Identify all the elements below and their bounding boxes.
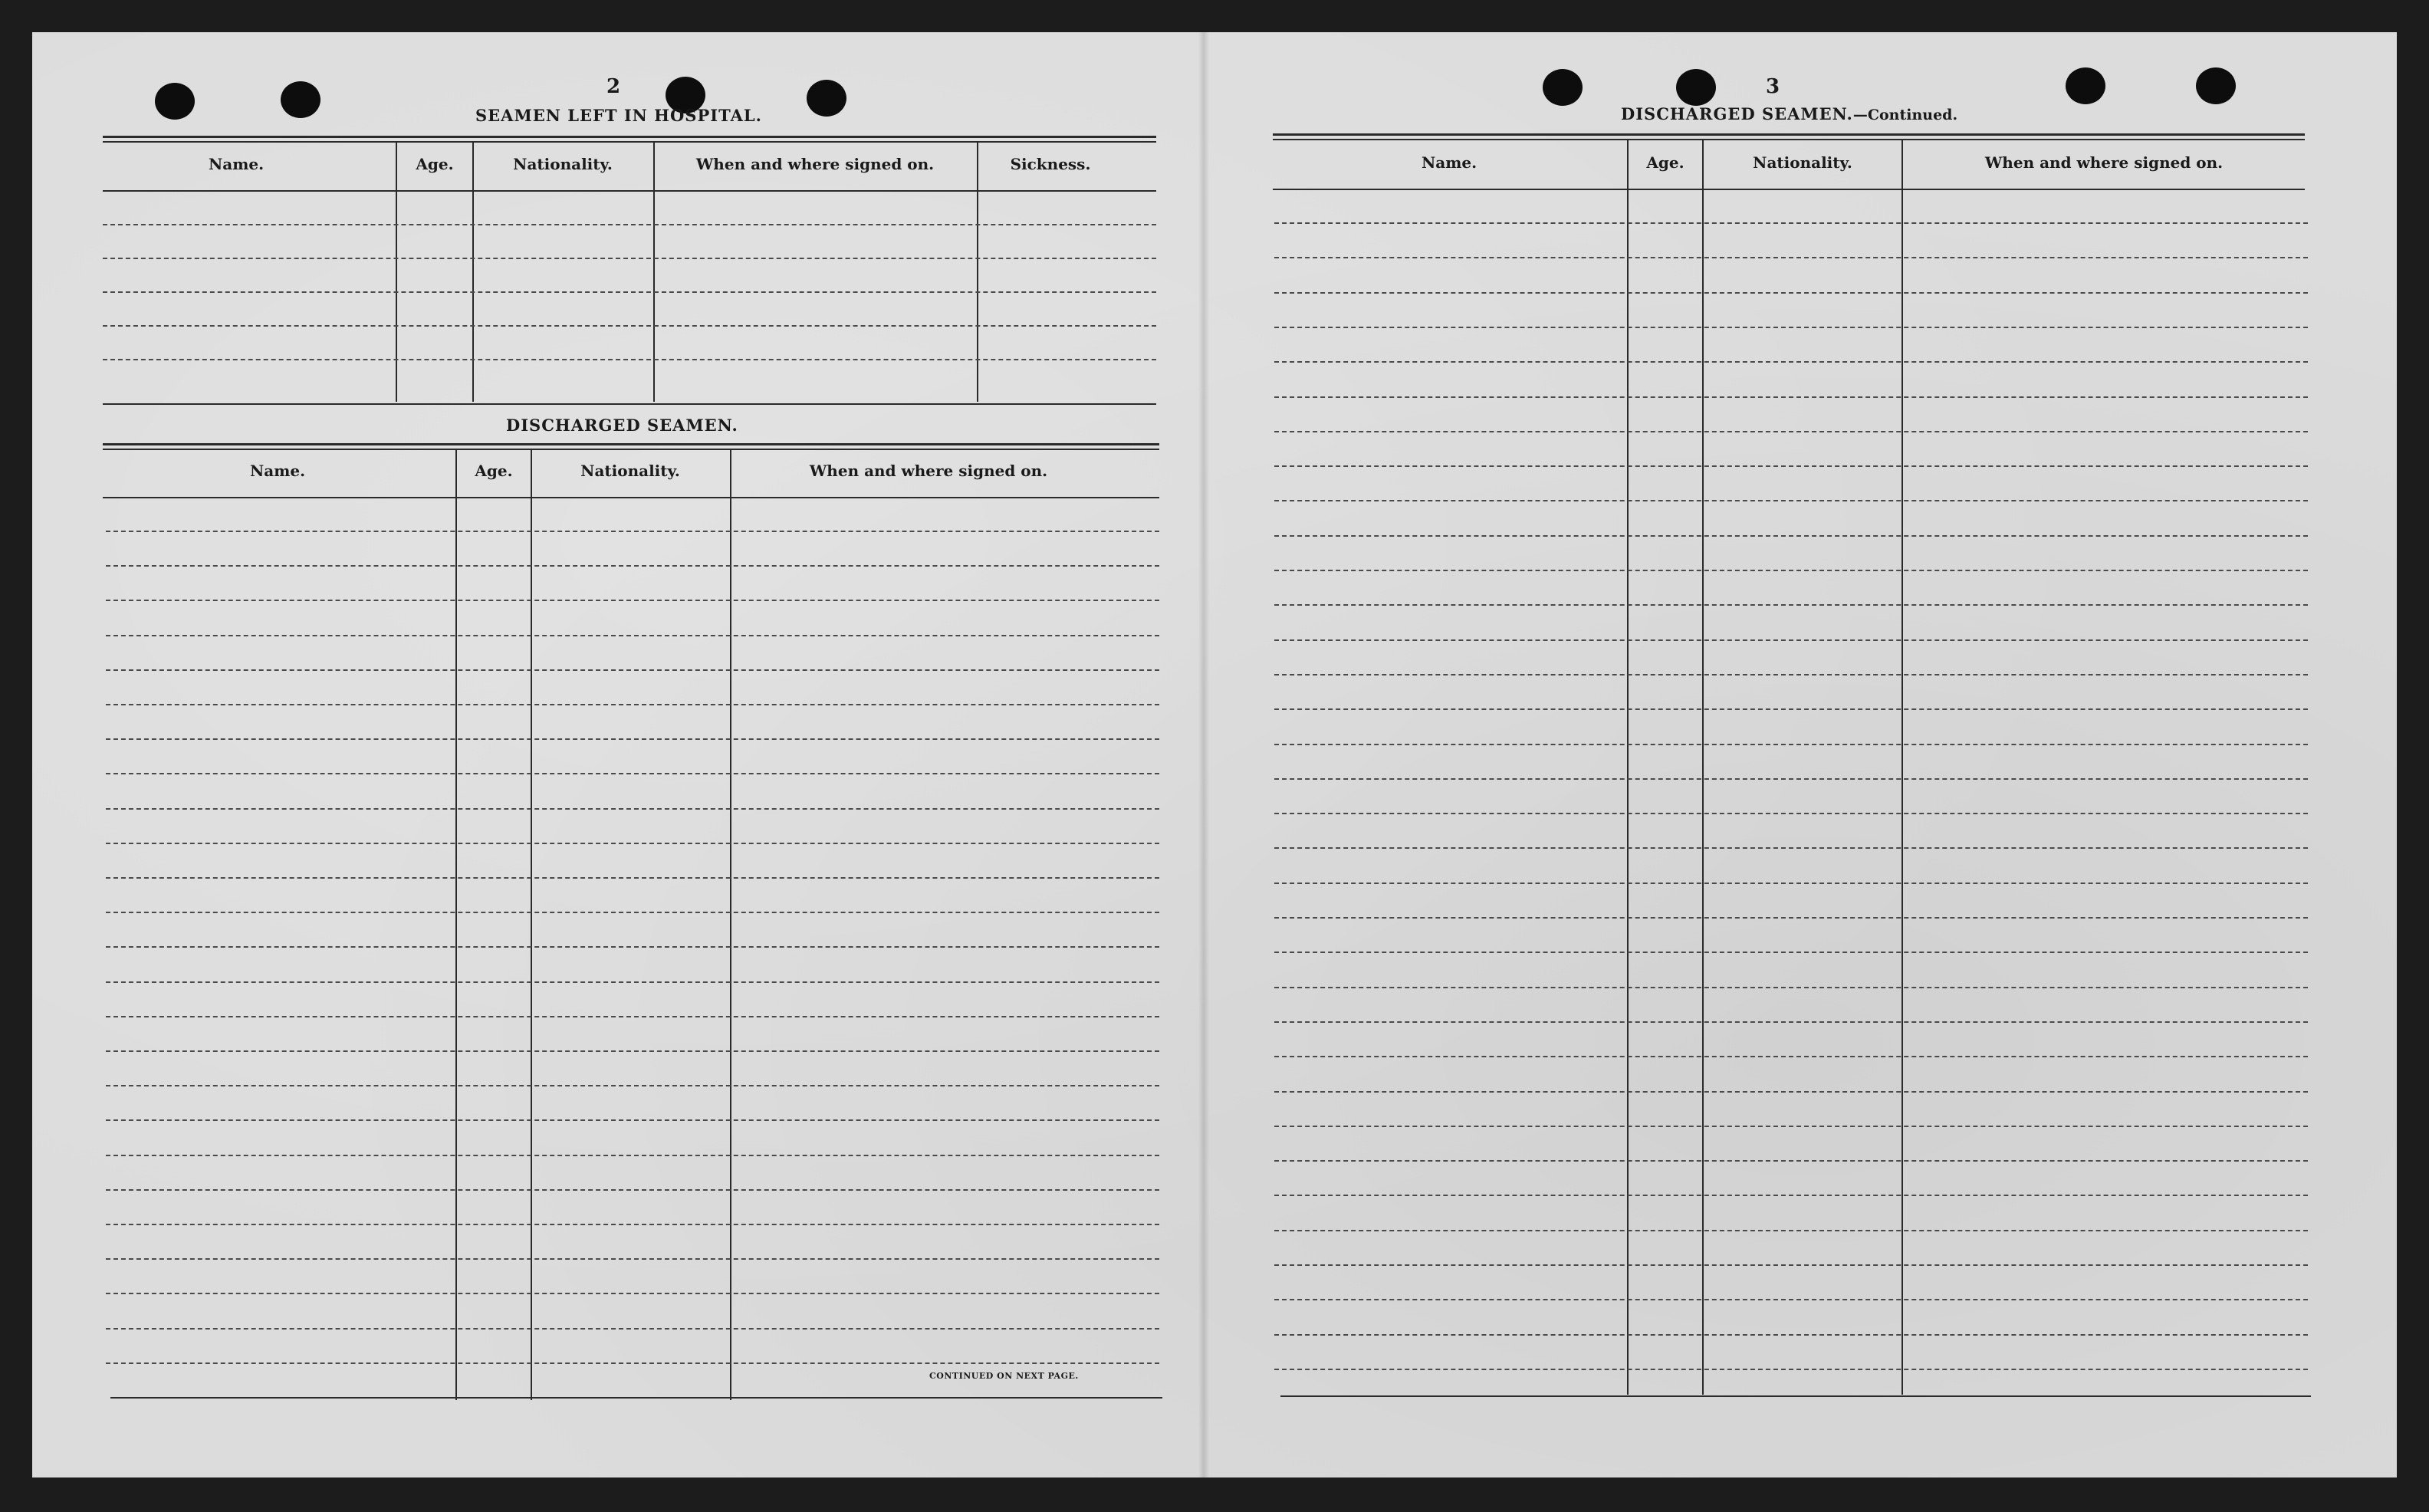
ruled-line xyxy=(106,877,1159,879)
right-title-main: DISCHARGED SEAMEN. xyxy=(1621,104,1853,123)
ruled-line xyxy=(103,224,1156,225)
right-col-name: Name. xyxy=(1421,153,1477,172)
ruled-line xyxy=(106,1085,1159,1086)
page-number-right: 3 xyxy=(1765,75,1780,98)
ruled-line xyxy=(1274,778,2308,780)
hospital-col-divider xyxy=(396,143,397,402)
hospital-bottom-rule xyxy=(103,403,1156,405)
ruled-line xyxy=(1274,708,2308,710)
ruled-line xyxy=(1274,1264,2308,1266)
ruled-line xyxy=(106,946,1159,948)
ruled-line xyxy=(106,1016,1159,1017)
ruled-line xyxy=(106,531,1159,532)
ruled-line xyxy=(106,1293,1159,1294)
ruled-line xyxy=(1274,1299,2308,1300)
punch-hole xyxy=(1543,69,1583,106)
page-fold xyxy=(1198,32,1209,1477)
ruled-line xyxy=(103,359,1156,360)
right-col-divider xyxy=(1901,140,1903,1395)
hospital-col-name: Name. xyxy=(208,155,265,173)
discharged-col-signed-on: When and where signed on. xyxy=(809,462,1048,480)
ruled-line xyxy=(103,291,1156,293)
ruled-line xyxy=(1274,847,2308,849)
ruled-line xyxy=(106,1224,1159,1225)
ruled-line xyxy=(106,843,1159,844)
right-top-rule xyxy=(1273,133,2305,136)
ruled-line xyxy=(1274,744,2308,745)
discharged-top-rule-2 xyxy=(103,449,1159,450)
ruled-line xyxy=(106,565,1159,567)
ruled-line xyxy=(106,1362,1159,1364)
ruled-line xyxy=(106,635,1159,636)
ruled-line xyxy=(106,808,1159,810)
ruled-line xyxy=(1274,1334,2308,1336)
discharged-col-name: Name. xyxy=(249,462,306,480)
ruled-line xyxy=(106,773,1159,774)
ruled-line xyxy=(106,1155,1159,1156)
discharged-col-divider xyxy=(531,449,532,1400)
discharged-col-divider xyxy=(455,449,457,1400)
ruled-line xyxy=(1274,1369,2308,1370)
right-section-title xyxy=(1621,104,1957,123)
ruled-line xyxy=(1274,1126,2308,1127)
continued-footer: CONTINUED ON NEXT PAGE. xyxy=(929,1371,1079,1381)
right-col-nationality: Nationality. xyxy=(1753,153,1852,172)
document-sheet xyxy=(32,32,2397,1477)
page-number-left: 2 xyxy=(606,75,621,98)
discharged-header-rule xyxy=(103,497,1159,498)
ruled-line xyxy=(106,1050,1159,1052)
ruled-line xyxy=(106,600,1159,601)
ruled-line xyxy=(1274,917,2308,919)
ruled-line xyxy=(1274,1056,2308,1057)
right-col-divider xyxy=(1702,140,1704,1395)
ruled-line xyxy=(1274,1160,2308,1162)
punch-hole xyxy=(155,83,195,120)
ruled-line xyxy=(103,325,1156,327)
right-bottom-rule xyxy=(1280,1395,2311,1397)
ruled-line xyxy=(106,912,1159,913)
ruled-line xyxy=(1274,222,2308,224)
discharged-col-divider xyxy=(730,449,731,1400)
punch-hole xyxy=(2066,67,2105,104)
ruled-line xyxy=(106,981,1159,983)
discharged-section-title: DISCHARGED SEAMEN. xyxy=(506,416,738,435)
ruled-line xyxy=(1274,1091,2308,1093)
right-col-signed-on: When and where signed on. xyxy=(1984,153,2224,172)
ruled-line xyxy=(1274,813,2308,814)
right-col-age: Age. xyxy=(1646,153,1685,172)
hospital-top-rule xyxy=(103,136,1156,138)
ruled-line xyxy=(1274,952,2308,953)
hospital-col-divider xyxy=(472,143,474,402)
ruled-line xyxy=(1274,257,2308,258)
ruled-line xyxy=(106,738,1159,740)
ruled-line xyxy=(1274,674,2308,675)
ruled-line xyxy=(1274,987,2308,988)
hospital-col-divider xyxy=(653,143,655,402)
right-col-divider xyxy=(1627,140,1629,1395)
hospital-col-nationality: Nationality. xyxy=(513,155,613,173)
hospital-top-rule-2 xyxy=(103,141,1156,143)
discharged-top-rule xyxy=(103,443,1159,445)
ruled-line xyxy=(1274,396,2308,398)
ruled-line xyxy=(1274,535,2308,537)
ruled-line xyxy=(106,1189,1159,1191)
ruled-line xyxy=(1274,327,2308,328)
ruled-line xyxy=(1274,883,2308,884)
hospital-col-age: Age. xyxy=(416,155,454,173)
punch-hole xyxy=(281,81,320,118)
ruled-line xyxy=(106,669,1159,671)
punch-hole xyxy=(1676,69,1716,106)
ruled-line xyxy=(1274,1021,2308,1023)
hospital-col-signed-on: When and where signed on. xyxy=(695,155,935,173)
right-title-suffix: —Continued. xyxy=(1852,107,1958,123)
ruled-line xyxy=(103,258,1156,259)
ruled-line xyxy=(1274,570,2308,571)
ruled-line xyxy=(1274,361,2308,363)
ruled-line xyxy=(1274,639,2308,641)
discharged-col-nationality: Nationality. xyxy=(580,462,680,480)
right-top-rule-2 xyxy=(1273,139,2305,140)
hospital-col-divider xyxy=(977,143,978,402)
hospital-section-title: SEAMEN LEFT IN HOSPITAL. xyxy=(475,106,762,125)
ruled-line xyxy=(1274,431,2308,432)
ruled-line xyxy=(1274,292,2308,294)
ruled-line xyxy=(1274,1230,2308,1231)
hospital-col-sickness: Sickness. xyxy=(1010,155,1091,173)
ruled-line xyxy=(106,704,1159,705)
ruled-line xyxy=(106,1258,1159,1260)
ruled-line xyxy=(106,1328,1159,1330)
ruled-line xyxy=(106,1119,1159,1121)
hospital-header-rule xyxy=(103,190,1156,192)
ruled-line xyxy=(1274,465,2308,467)
punch-hole xyxy=(807,80,846,117)
ruled-line xyxy=(1274,1195,2308,1196)
discharged-bottom-rule xyxy=(110,1397,1162,1399)
ruled-line xyxy=(1274,604,2308,606)
discharged-col-age: Age. xyxy=(475,462,513,480)
right-header-rule xyxy=(1273,189,2305,190)
punch-hole xyxy=(2196,67,2236,104)
ruled-line xyxy=(1274,500,2308,501)
